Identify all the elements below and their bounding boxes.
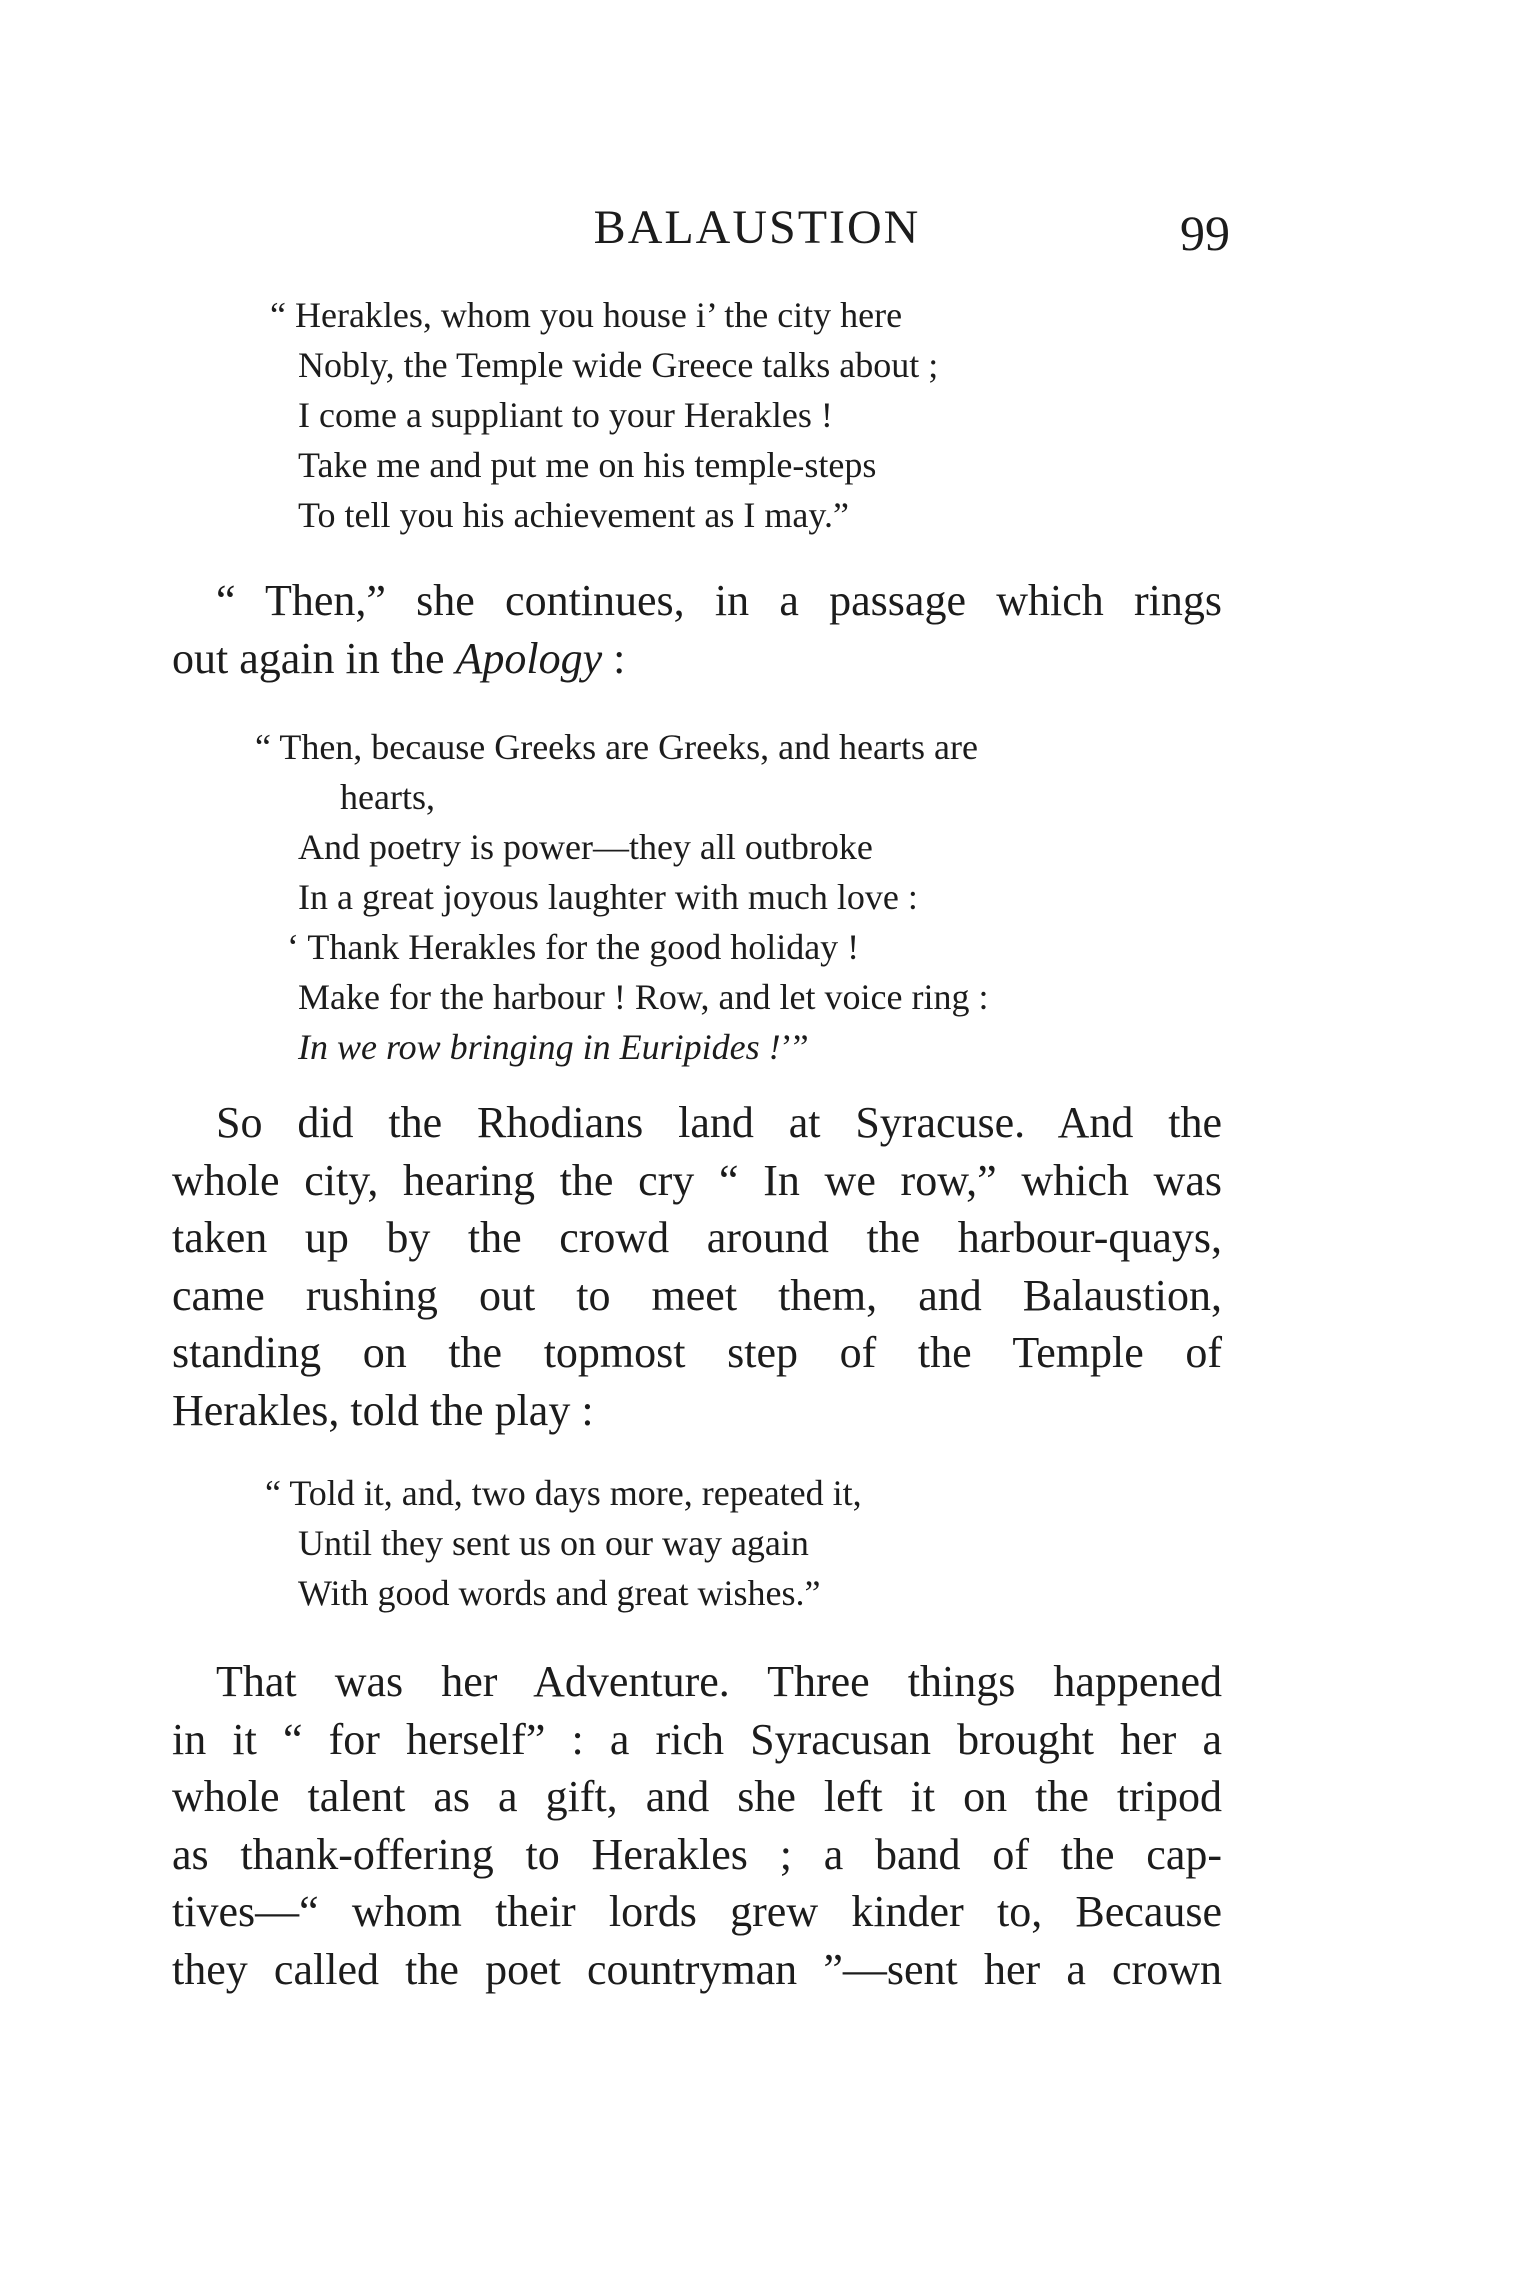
verse-line: To tell you his achievement as I may.”: [298, 495, 849, 535]
verse-line: Take me and put me on his temple-steps: [298, 445, 877, 485]
verse-line: Until they sent us on our way again: [298, 1523, 809, 1563]
page-number: 99: [1180, 205, 1230, 261]
paragraph-line: came rushing out to meet them, and Balaustion,: [172, 1270, 1222, 1320]
verse-line: In a great joyous laughter with much love :: [298, 877, 918, 917]
paragraph-line: tives—“ whom their lords grew kinder to, Because: [172, 1887, 1222, 1936]
closing-quote: ’”: [780, 1027, 809, 1067]
paragraph-line: Herakles, told the play :: [172, 1385, 594, 1435]
paragraph-2: [172, 1094, 1222, 1439]
verse-line: With good words and great wishes.”: [298, 1573, 821, 1613]
paragraph-line: as thank-offering to Herakles ; a band of the cap-: [172, 1829, 1222, 1879]
paragraph-3: [172, 1653, 1222, 1998]
verse-line: ‘ Thank Herakles for the good holiday !: [287, 927, 860, 967]
paragraph-line: in it “ for herself” : a rich Syracusan brought her a: [172, 1714, 1222, 1764]
paragraph-line: That was her Adventure. Three things happened: [216, 1657, 1222, 1706]
verse-line: [298, 1022, 809, 1072]
verse-line: Nobly, the Temple wide Greece talks about ;: [298, 345, 939, 385]
verse-line: I come a suppliant to your Herakles !: [298, 395, 833, 435]
paragraph-line: whole talent as a gift, and she left it on the tripod: [172, 1772, 1222, 1821]
paragraph-line: taken up by the crowd around the harbour-quays,: [172, 1213, 1222, 1262]
verse-line: Make for the harbour ! Row, and let voice ring :: [298, 977, 989, 1017]
paragraph-line: [172, 630, 1222, 688]
paragraph-line: whole city, hearing the cry “ In we row,” which was: [172, 1155, 1222, 1205]
verse-line: hearts,: [340, 777, 435, 817]
running-title: BALAUSTION: [593, 201, 921, 254]
text-run: :: [602, 633, 626, 683]
paragraph-line: standing on the topmost step of the Temple of: [172, 1328, 1222, 1377]
paragraph-line: So did the Rhodians land at Syracuse. And the: [216, 1098, 1222, 1147]
verse-line: “ Then, because Greeks are Greeks, and hearts are: [255, 727, 978, 767]
book-title: Apology: [455, 633, 603, 683]
paragraph-1: [172, 572, 1222, 687]
italic-verse: In we row bringing in Euripides !: [298, 1027, 781, 1067]
verse-line: “ Told it, and, two days more, repeated it,: [265, 1473, 862, 1513]
paragraph-line: they called the poet countryman ”—sent her a crown: [172, 1944, 1222, 1994]
text-run: out again in the: [172, 633, 456, 683]
verse-line: And poetry is power—they all outbroke: [298, 827, 873, 867]
verse-line: “ Herakles, whom you house i’ the city here: [270, 295, 903, 335]
paragraph-line: “ Then,” she continues, in a passage which rings: [216, 576, 1222, 625]
